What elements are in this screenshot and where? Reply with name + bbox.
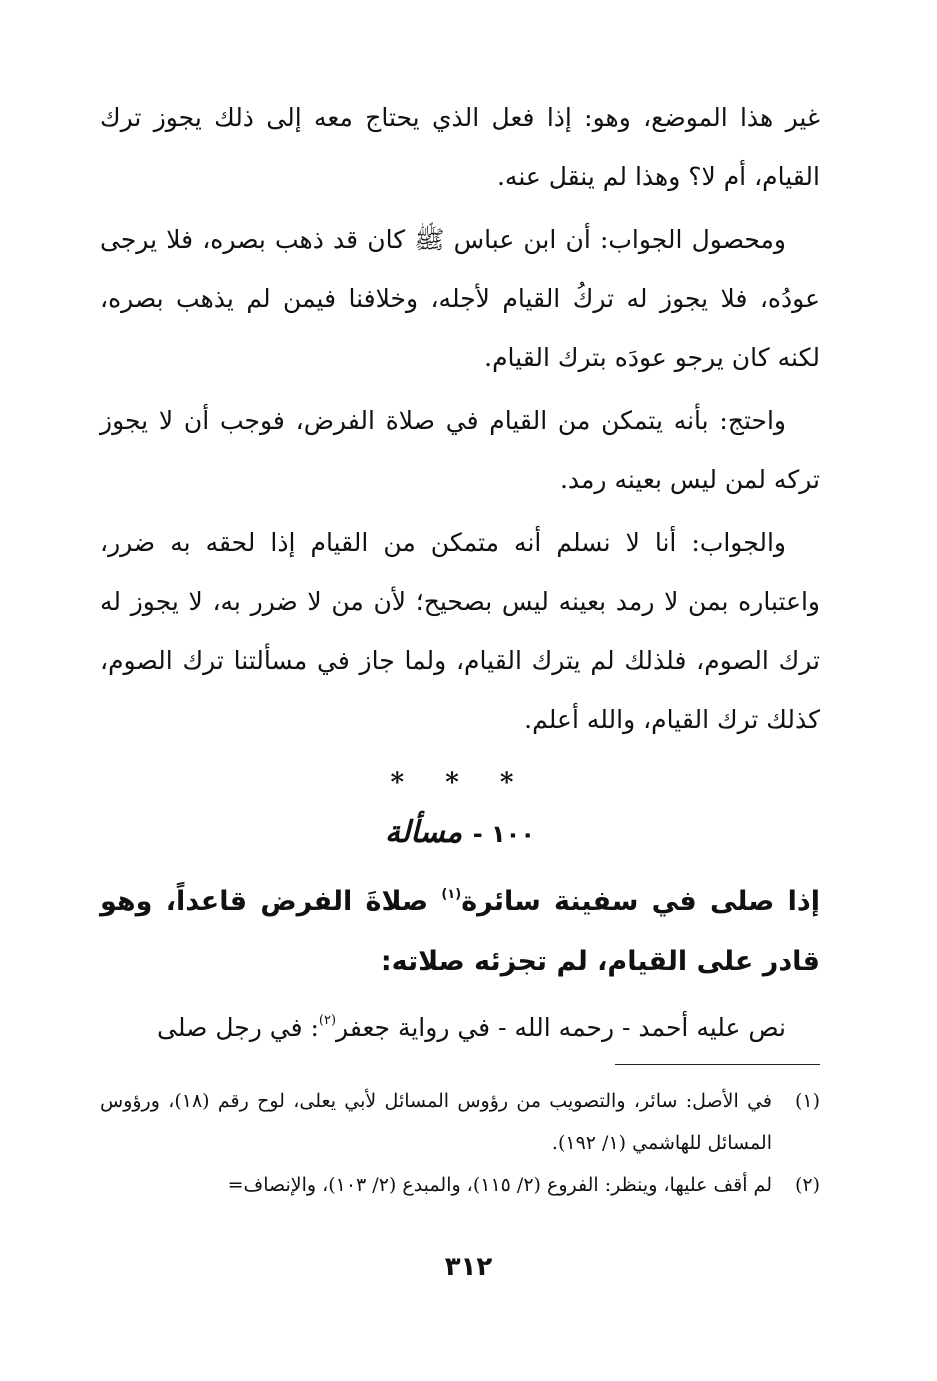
page-body [100, 88, 820, 1061]
issue-statement-part-1: إذا صلى في سفينة سائرة [461, 886, 821, 917]
paragraph-4: والجواب: أنا لا نسلم أنه متمكن من القيام إذا لحقه به ضرر، واعتباره بمن لا رمد بعينه ليس بصحيح؛ لأن من لا ضرر به، لا يجوز له ترك الصوم، فلذلك لم يترك القيام، ولما جاز في مسألتنا ترك الصوم، كذلك ترك القيام، والله أعلم. [100, 528, 820, 734]
footnote-ref-2[interactable]: (٢) [318, 1013, 337, 1028]
issue-statement-part-2: صلاةَ الفرض قاعداً، وهو قادر على القيام، لم تجزئه صلاته: [100, 886, 820, 977]
footnote-1 [100, 1080, 820, 1164]
paragraph-1: غير هذا الموضع، وهو: إذا فعل الذي يحتاج معه إلى ذلك يجوز ترك القيام، أم لا؟ وهذا لم ينقل عنه. [100, 103, 820, 191]
paragraph-2: ومحصول الجواب: أن ابن عباس ﷺ كان قد ذهب بصره، فلا يرجى عودُه، فلا يجوز له تركُ القيام لأجله، وخلافنا فيمن لم يذهب بصره، لكنه كان يرجو عودَه بترك القيام. [100, 225, 820, 372]
section-separator: * * * [390, 768, 530, 798]
issue-heading [100, 803, 820, 864]
footnotes [100, 1080, 820, 1206]
footnote-2 [100, 1164, 820, 1206]
issue-title: مسألة [385, 815, 463, 850]
paragraph-5-part-2: : في رجل صلى [157, 1013, 319, 1042]
paragraph-5-part-1: نص عليه أحمد - رحمه الله - في رواية جعفر [336, 1013, 786, 1042]
footnote-ref-1[interactable]: (١) [441, 887, 462, 902]
footnote-1-number: (١) [794, 1090, 820, 1112]
issue-number: ١٠٠ - [472, 820, 535, 848]
footnote-2-text: لم أقف عليها، وينظر: الفروع (٢/ ١١٥)، والمبدع (٢/ ١٠٣)، والإنصاف= [227, 1174, 772, 1196]
footnote-1-text: في الأصل: سائر، والتصويب من رؤوس المسائل لأبي يعلى، لوح رقم (١٨)، ورؤوس المسائل للهاشمي (١/ ١٩٢). [100, 1090, 772, 1154]
paragraph-5 [100, 998, 820, 1057]
footnote-divider [615, 1064, 820, 1065]
footnote-2-number: (٢) [794, 1174, 820, 1196]
issue-statement [100, 872, 820, 992]
page-number: ٣١٢ [444, 1252, 493, 1282]
paragraph-3: واحتج: بأنه يتمكن من القيام في صلاة الفرض، فوجب أن لا يجوز تركه لمن ليس بعينه رمد. [100, 406, 820, 494]
